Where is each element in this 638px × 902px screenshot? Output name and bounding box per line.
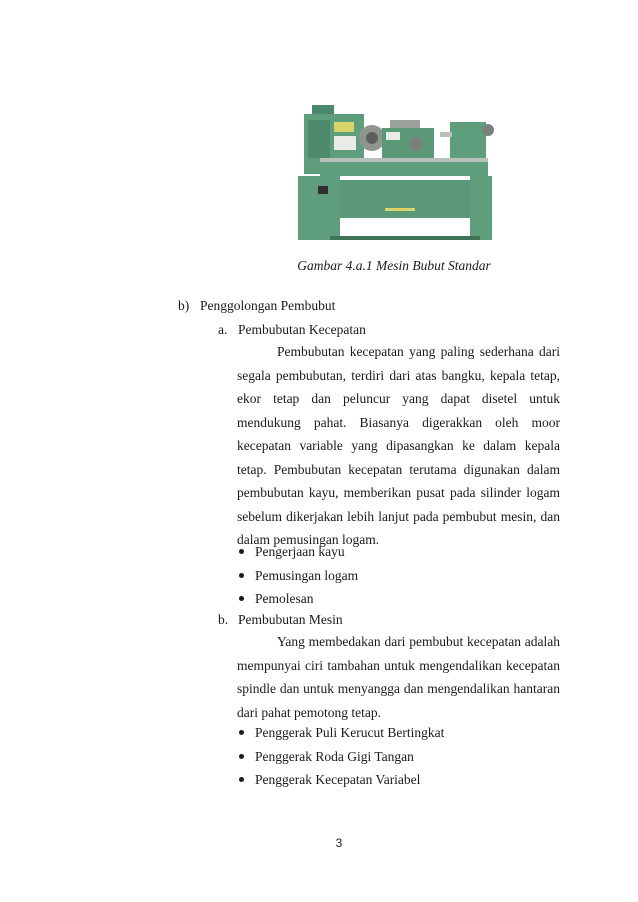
label-plate [334, 122, 354, 132]
list-item-text: Penggerak Roda Gigi Tangan [255, 748, 414, 764]
left-cabinet [298, 176, 340, 240]
bullet-icon [239, 573, 244, 578]
warning-stripe [385, 208, 415, 211]
base-plinth [330, 236, 480, 240]
handwheel [409, 137, 423, 151]
subsection-a-title: Pembubutan Kecepatan [238, 322, 366, 337]
section-heading [178, 298, 335, 314]
list-item [237, 587, 358, 611]
bullet-icon [239, 754, 244, 759]
subsection-a-paragraph: Pembubutan kecepatan yang paling sederhana dari segala pembubutan, terdiri dari atas bangku, kepala tetap, ekor tetap dan peluncur yang dapat disetel untuk mendukung pahat. Biasanya digerakkan oleh moor kecepatan variable yang dipasangkan ke dalam kepala tetap. Pembubutan kecepatan terutama digunakan dalam pembubutan kayu, memberikan pusat pada silinder logam sebelum dikerjakan lebih lanjut pada pembubut mesin, dan dalam pemusingan logam. [237, 344, 560, 547]
lathe-illustration [290, 100, 500, 242]
lead-screw [320, 158, 488, 162]
list-item-text: Pengerjaan kayu [255, 544, 345, 559]
right-cabinet [470, 176, 492, 240]
subsection-b-heading [218, 612, 343, 628]
lathe-bed [320, 162, 488, 176]
list-item [237, 540, 358, 564]
list-item [237, 721, 444, 745]
figure-caption: Gambar 4.a.1 Mesin Bubut Standar [297, 258, 491, 273]
subsection-b-bullet-list [237, 721, 444, 792]
switch [318, 186, 328, 194]
subsection-b-number: b. [218, 612, 229, 627]
headstock-panel [308, 120, 330, 158]
list-item-text: Penggerak Kecepatan Variabel [255, 772, 421, 787]
list-item [237, 768, 444, 792]
list-item-text: Penggerak Puli Kerucut Bertingkat [255, 725, 445, 740]
chuck-center [366, 132, 378, 144]
subsection-a-number: a. [218, 322, 228, 337]
bullet-icon [239, 730, 244, 735]
bullet-icon [239, 549, 244, 554]
bullet-icon [239, 596, 244, 601]
section-number: b) [178, 298, 190, 313]
carriage-plate [386, 132, 400, 140]
subsection-a-heading [218, 322, 366, 338]
lathe-machine-image [290, 100, 500, 242]
tailstock-wheel [482, 124, 494, 136]
list-item [237, 564, 358, 588]
tailstock [450, 122, 486, 158]
chip-tray [340, 180, 470, 218]
subsection-b-title: Pembubutan Mesin [238, 612, 343, 627]
tool-post [390, 120, 420, 128]
list-item-text: Pemolesan [255, 591, 314, 606]
list-item [237, 745, 444, 769]
list-item-text: Pemusingan logam [255, 567, 359, 583]
section-title: Penggolongan Pembubut [200, 298, 336, 313]
subsection-b-paragraph: Yang membedakan dari pembubut kecepatan adalah mempunyai ciri tambahan untuk mengendalikan kecepatan spindle dan untuk menyangga dan mengendalikan hantaran dari pahat pemotong tetap. [237, 634, 560, 720]
page-number: 3 [335, 836, 343, 850]
subsection-a-bullet-list [237, 540, 358, 611]
quill [440, 132, 452, 137]
bullet-icon [239, 777, 244, 782]
dial-panel [334, 136, 356, 150]
